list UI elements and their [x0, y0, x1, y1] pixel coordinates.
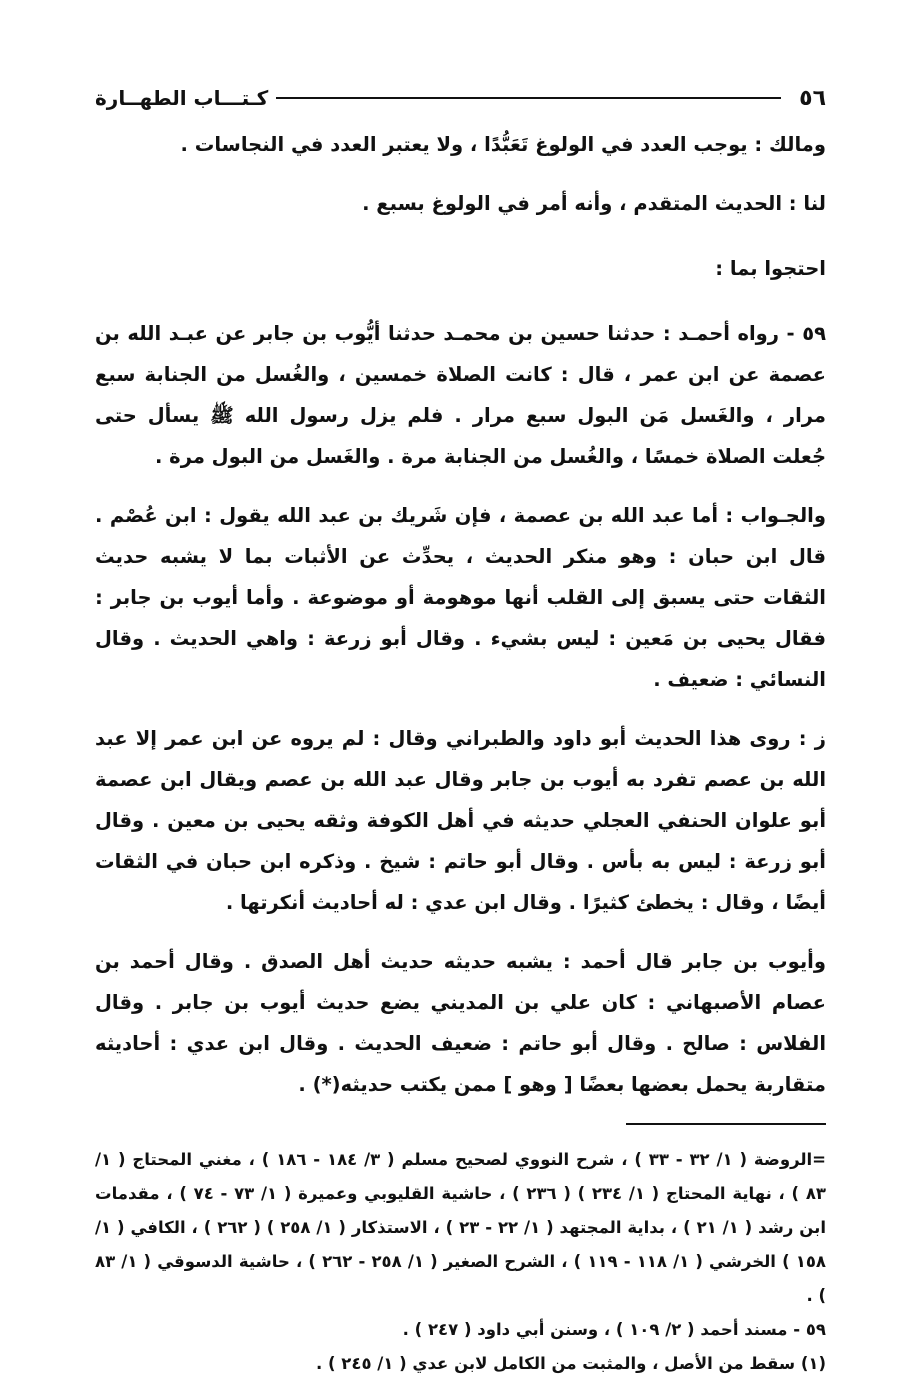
footnote-1: (١) سقط من الأصل ، والمثبت من الكامل لابن عدي ( ١/ ٢٤٥ ) . [315, 1354, 826, 1373]
book-title: كـتـــاب الطهــارة [95, 86, 269, 110]
footnotes [95, 1143, 826, 1381]
footnote-references: =الروضة ( ١/ ٣٢ - ٣٣ ) ، شرح النووي لصحيح مسلم ( ٣/ ١٨٤ - ١٨٦ ) ، مغني المحتاج ( ١/ ٨٣ ) ، نهاية المحتاج ( ١/ ٢٣٤ ) ( ٢٣٦ ) ، حاشية القليوبي وعميرة ( ١/ ٧٣ - ٧٤ ) ، مقدمات ابن رشد ( ١/ ٢١ ) ، بداية المجتهد ( ١/ ٢٢ - ٢٣ ) ، الاستذكار ( ١/ ٢٥٨ ) ( ٢٦٢ ) ، الكافي ( ١/ ١٥٨ ) الخرشي ( ١/ ١١٨ - ١١٩ ) ، الشرح الصغير ( ١/ ٢٥٨ - ٢٦٢ ) ، حاشية الدسوقي ( ١/ ٨٣ ) . [95, 1150, 827, 1305]
paragraph-zay: ز : روى هذا الحديث أبو داود والطبراني وقال : لم يروه عن ابن عمر إلا عبد الله بن عصم تفرد به أيوب بن جابر وقال عبد الله بن عصم ويقال ابن عصمة أبو علوان الحنفي العجلي حديثه في أهل الكوفة وثقه يحيى بن معين . وقال أبو زرعة : ليس به بأس . وقال أبو حاتم : شيخ . وذكره ابن حبان في الثقات أيضًا ، وقال : يخطئ كثيرًا . وقال ابن عدي : له أحاديث أنكرتها . [95, 727, 826, 914]
page-header [95, 82, 826, 114]
page-number: ٥٦ [799, 85, 826, 111]
main-text [95, 124, 826, 1105]
paragraph-lana: لنا : الحديث المتقدم ، وأنه أمر في الولوغ بسبع . [362, 192, 826, 215]
footnote-59: ٥٩ - مسند أحمد ( ٢/ ١٠٩ ) ، وسنن أبي داود ( ٢٤٧ ) . [402, 1320, 826, 1339]
hadith-59: ٥٩ - رواه أحمـد : حدثنا حسين بن محمـد حدثنا أيُّوب بن جابر عن عبـد الله بن عصمة عن ابن عمر ، قال : كانت الصلاة خمسين ، والغُسل من الجنابة سبع مرار ، والغَسل مَن البول سبع مرار . فلم يزل رسول الله ﷺ يسأل حتى جُعلت الصلاة خمسًا ، والغُسل من الجنابة مرة . والغَسل من البول مرة . [95, 322, 826, 468]
paragraph-ayyub: وأيوب بن جابر قال أحمد : يشبه حديثه حديث أهل الصدق . وقال أحمد بن عصام الأصبهاني : كان علي بن المديني يضع حديث أيوب بن جابر . وقال الفلاس : صالح . وقال أبو حاتم : ضعيف الحديث . وقال ابن عدي : أحاديثه متقاربة يحمل بعضها بعضًا [ وهو ] ممن يكتب حديثه(*) . [95, 950, 826, 1096]
paragraph-answer: والجـواب : أما عبد الله بن عصمة ، فإن شَريك بن عبد الله يقول : ابن عُصْم . قال ابن حبان : وهو منكر الحديث ، يحدِّث عن الأثبات بما لا يشبه حديث الثقات حتى يسبق إلى القلب أنها موهومة أو موضوعة . وأما أيوب بن جابر : فقال يحيى بن مَعين : ليس بشيء . وقال أبو زرعة : واهي الحديث . وقال النسائي : ضعيف . [95, 504, 826, 691]
footnote-separator [626, 1123, 826, 1125]
paragraph-malik: ومالك : يوجب العدد في الولوغ تَعَبُّدًا ، ولا يعتبر العدد في النجاسات . [180, 133, 826, 156]
paragraph-ihtajju: احتجوا بما : [715, 257, 826, 280]
header-rule [276, 97, 781, 99]
